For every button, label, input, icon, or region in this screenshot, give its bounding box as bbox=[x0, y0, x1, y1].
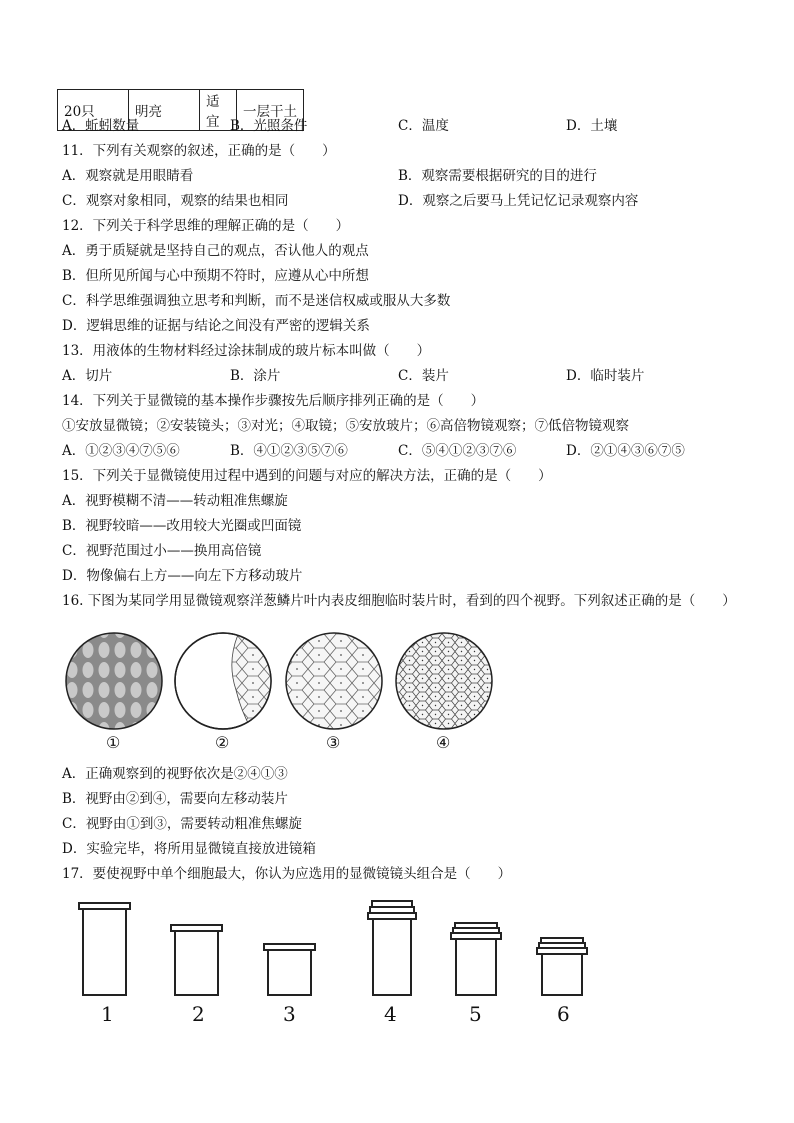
lens-label-1: 1 bbox=[101, 1002, 114, 1026]
q15-option-c: C．视野范围过小——换用高倍镜 bbox=[62, 543, 262, 559]
q13-option-a: A．切片 bbox=[62, 368, 113, 384]
q14-stem: 14．下列关于显微镜的基本操作步骤按先后顺序排列正确的是（ ） bbox=[62, 393, 485, 409]
figure-label-1: ① bbox=[106, 733, 121, 752]
q14-option-a: A．①②③④⑦⑤⑥ bbox=[62, 443, 180, 459]
figure-label-3: ③ bbox=[326, 733, 341, 752]
table-cell: 适宜 bbox=[200, 90, 237, 131]
q15-option-b: B．视野较暗——改用较大光圈或凹面镜 bbox=[62, 518, 302, 534]
q11-stem: 11．下列有关观察的叙述，正确的是（ ） bbox=[62, 143, 336, 159]
lens-label-3: 3 bbox=[283, 1002, 296, 1026]
lens-label-4: 4 bbox=[384, 1002, 397, 1026]
q16-option-d: D．实验完毕，将所用显微镜直接放进镜箱 bbox=[62, 841, 316, 857]
q12-stem: 12．下列关于科学思维的理解正确的是（ ） bbox=[62, 218, 350, 234]
lens-label-6: 6 bbox=[557, 1002, 570, 1026]
q16-option-a: A．正确观察到的视野依次是②④①③ bbox=[62, 766, 288, 782]
q10-option-a: A．蚯蚓数量 bbox=[62, 118, 140, 134]
lens-label-2: 2 bbox=[192, 1002, 205, 1026]
q14-option-b: B．④①②③⑤⑦⑥ bbox=[230, 443, 348, 459]
q12-option-c: C．科学思维强调独立思考和判断，而不是迷信权威或服从大多数 bbox=[62, 293, 451, 309]
q12-option-d: D．逻辑思维的证据与结论之间没有严密的逻辑关系 bbox=[62, 318, 370, 334]
microscope-lenses-figure bbox=[0, 895, 794, 1005]
table-cell: 一层干土 bbox=[237, 90, 304, 131]
q13-option-b: B．涂片 bbox=[230, 368, 281, 384]
q15-option-a: A．视野模糊不清——转动粗准焦螺旋 bbox=[62, 493, 288, 509]
q17-stem: 17．要使视野中单个细胞最大，你认为应选用的显微镜镜头组合是（ ） bbox=[62, 866, 512, 882]
view-1-blurry bbox=[66, 633, 162, 729]
q14-steps: ①安放显微镜；②安装镜头；③对光；④取镜；⑤安放玻片；⑥高倍物镜观察；⑦低倍物镜观察 bbox=[62, 418, 629, 434]
q11-option-a: A．观察就是用眼睛看 bbox=[62, 168, 194, 184]
table-cell: 明亮 bbox=[129, 90, 200, 131]
q16-option-c: C．视野由①到③，需要转动粗准焦螺旋 bbox=[62, 816, 302, 832]
lens-6-objective bbox=[537, 938, 587, 995]
lens-label-5: 5 bbox=[469, 1002, 482, 1026]
figure-label-4: ④ bbox=[436, 733, 451, 752]
q13-stem: 13．用液体的生物材料经过涂抹制成的玻片标本叫做（ ） bbox=[62, 343, 431, 359]
view-3-clear-large bbox=[286, 633, 382, 729]
q13-option-d: D．临时装片 bbox=[566, 368, 645, 384]
q15-stem: 15．下列关于显微镜使用过程中遇到的问题与对应的解决方法，正确的是（ ） bbox=[62, 468, 552, 484]
q10-option-d: D．土壤 bbox=[566, 118, 618, 134]
lens-4-objective bbox=[368, 901, 416, 995]
microscope-views-figure bbox=[0, 620, 794, 780]
q15-option-d: D．物像偏右上方——向左下方移动玻片 bbox=[62, 568, 303, 584]
q14-option-d: D．②①④③⑥⑦⑤ bbox=[566, 443, 685, 459]
lens-5-objective bbox=[451, 923, 501, 995]
lens-1-eyepiece bbox=[79, 903, 130, 995]
q10-option-b: B．光照条件 bbox=[230, 118, 308, 134]
q12-option-a: A．勇于质疑就是坚持自己的观点，否认他人的观点 bbox=[62, 243, 369, 259]
q16-option-b: B．视野由②到④，需要向左移动装片 bbox=[62, 791, 288, 807]
lens-3-eyepiece bbox=[264, 944, 315, 995]
q11-option-c: C．观察对象相同，观察的结果也相同 bbox=[62, 193, 289, 209]
view-4-clear-small bbox=[396, 633, 492, 729]
q10-option-c: C．温度 bbox=[398, 118, 449, 134]
figure-label-2: ② bbox=[215, 733, 230, 752]
q16-stem: 16. 下图为某同学用显微镜观察洋葱鳞片叶内表皮细胞临时装片时，看到的四个视野。下列叙述正确的是（ ） bbox=[62, 593, 736, 609]
q11-option-d: D．观察之后要马上凭记忆记录观察内容 bbox=[398, 193, 639, 209]
table-cell: 20只 bbox=[58, 90, 129, 131]
q13-option-c: C．装片 bbox=[398, 368, 449, 384]
q11-option-b: B．观察需要根据研究的目的进行 bbox=[398, 168, 597, 184]
q14-option-c: C．⑤④①②③⑦⑥ bbox=[398, 443, 517, 459]
q12-option-b: B．但所见所闻与心中预期不符时，应遵从心中所想 bbox=[62, 268, 369, 284]
lens-2-eyepiece bbox=[171, 925, 222, 995]
